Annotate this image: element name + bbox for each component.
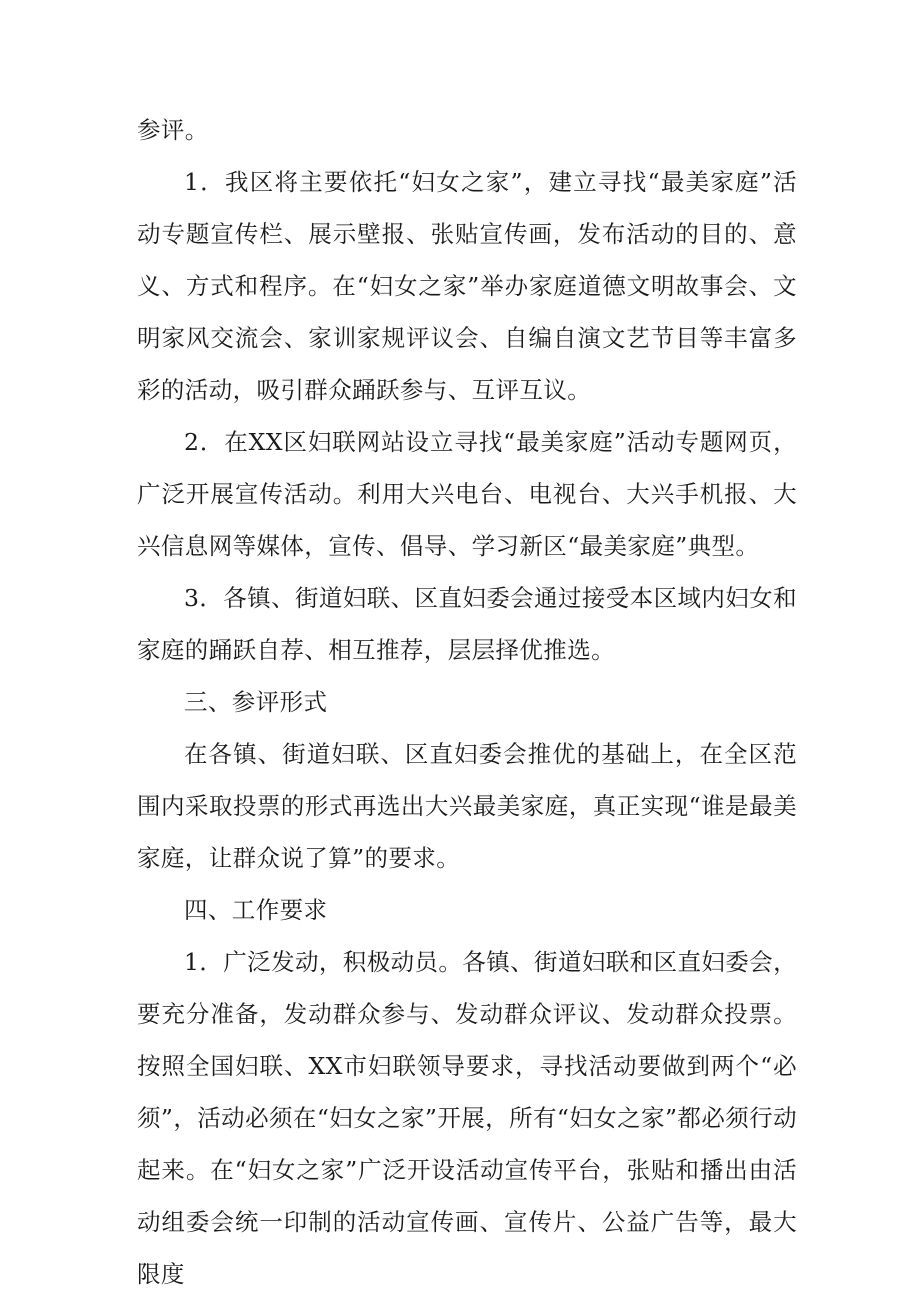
section-heading-4: 四、工作要求 [184, 896, 328, 924]
paragraph-item-1: 1．我区将主要依托“妇女之家”，建立寻找“最美家庭”活动专题宣传栏、展示壁报、张贴宣传画，发布活动的目的、意义、方式和程序。在“妇女之家”举办家庭道德文明故事会、文明家风交流会、家训家规评议会、自编自演文艺节目等丰富多彩的活动，吸引群众踊跃参与、互评互议。 [137, 168, 797, 404]
paragraph-evaluation-form: 在各镇、街道妇联、区直妇委会推优的基础上，在全区范围内采取投票的形式再选出大兴最美家庭，真正实现“谁是最美家庭，让群众说了算”的要求。 [137, 740, 797, 872]
paragraph-item-2: 2．在XX区妇联网站设立寻找“最美家庭”活动专题网页，广泛开展宣传活动。利用大兴电台、电视台、大兴手机报、大兴信息网等媒体，宣传、倡导、学习新区“最美家庭”典型。 [137, 428, 797, 560]
paragraph-item-3: 3．各镇、街道妇联、区直妇委会通过接受本区域内妇女和家庭的踊跃自荐、相互推荐，层层择优推选。 [137, 584, 797, 664]
document-body [137, 104, 797, 1300]
paragraph-work-requirement-1: 1．广泛发动，积极动员。各镇、街道妇联和区直妇委会，要充分准备，发动群众参与、发动群众评议、发动群众投票。按照全国妇联、XX市妇联领导要求，寻找活动要做到两个“必须”，活动必须在“妇女之家”开展，所有“妇女之家”都必须行动起来。在“妇女之家”广泛开设活动宣传平台，张贴和播出由活动组委会统一印制的活动宣传画、宣传片、公益广告等，最大限度 [137, 948, 797, 1288]
section-heading-3: 三、参评形式 [184, 688, 328, 716]
paragraph-continuation: 参评。 [137, 116, 209, 144]
